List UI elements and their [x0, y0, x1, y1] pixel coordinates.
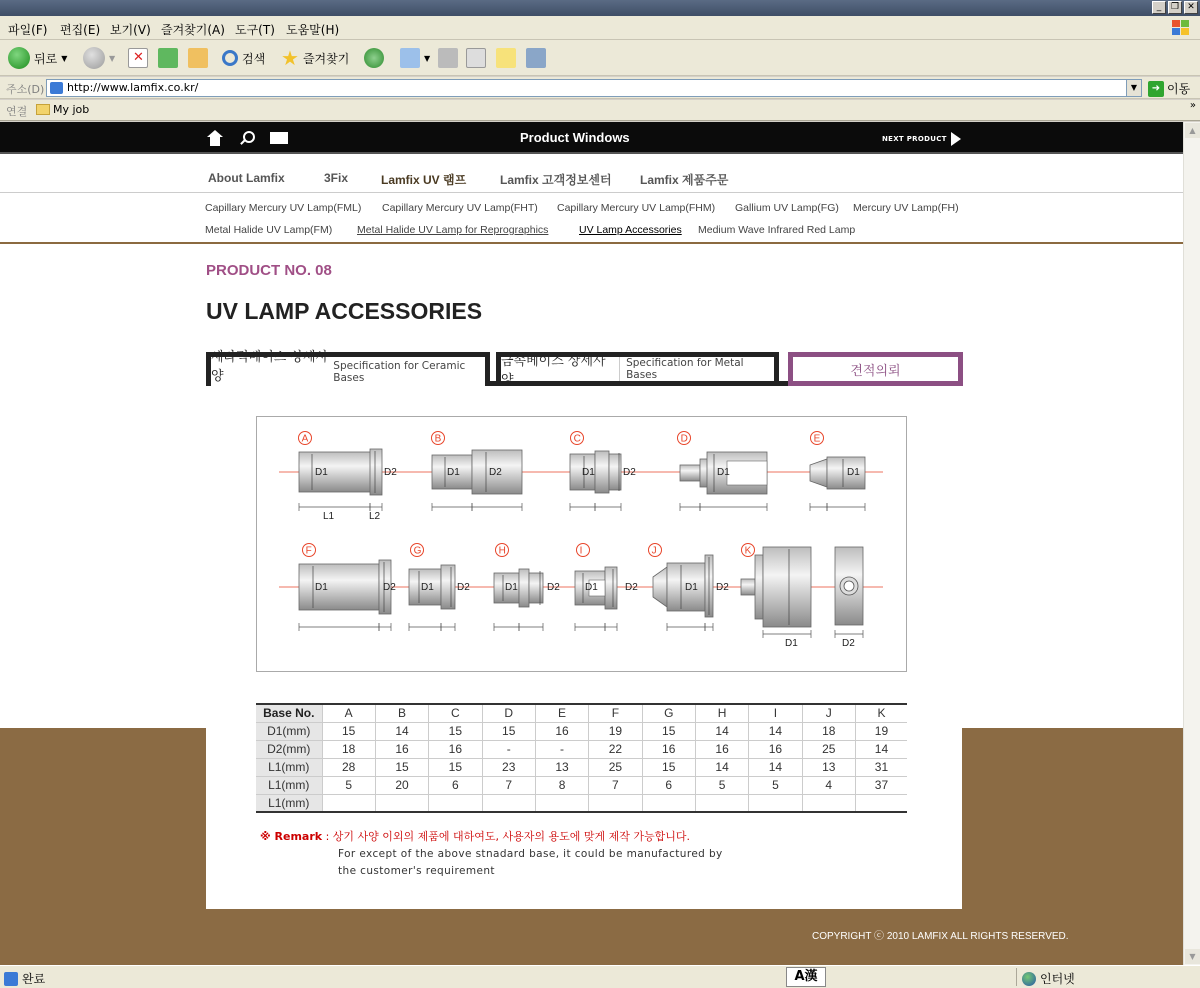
- spec-cell: 5: [695, 776, 748, 794]
- go-label: 이동: [1167, 82, 1191, 96]
- spec-cell: -: [535, 740, 588, 758]
- spec-cell: -: [482, 740, 535, 758]
- spec-header-cell: J: [802, 704, 855, 722]
- base-cylinder: [680, 465, 700, 481]
- spec-cell: 4: [802, 776, 855, 794]
- base-letter: K: [744, 545, 752, 557]
- stop-button[interactable]: [128, 46, 148, 70]
- back-arrow-icon: [8, 47, 30, 69]
- spec-cell: 20: [375, 776, 428, 794]
- spec-header-cell: B: [375, 704, 428, 722]
- base-cylinder: [441, 565, 455, 609]
- base-cylinder: [595, 451, 609, 493]
- spec-cell: [375, 794, 428, 812]
- spec-cell: 15: [322, 722, 375, 740]
- ime-indicator[interactable]: A漢: [786, 967, 826, 987]
- content-area: [0, 246, 1183, 965]
- spec-cell: 15: [429, 722, 482, 740]
- spec-header-cell: I: [749, 704, 802, 722]
- spec-cell: [802, 794, 855, 812]
- search-label: 검색: [242, 51, 266, 66]
- spec-cell: 13: [535, 758, 588, 776]
- spec-row-label: D2(mm): [256, 740, 322, 758]
- sub-fml[interactable]: Capillary Mercury UV Lamp(FML): [205, 202, 362, 214]
- page-viewport: [0, 122, 1183, 965]
- links-bar: [0, 100, 1200, 121]
- dimension-label: L1: [323, 511, 335, 522]
- spec-cell: 31: [855, 758, 907, 776]
- dimension-label: D1: [505, 582, 518, 593]
- menu-edit[interactable]: 편집(E): [60, 23, 101, 37]
- spec-cell: 6: [642, 776, 695, 794]
- base-letter: H: [498, 545, 506, 557]
- forward-button[interactable]: [83, 46, 115, 70]
- dimension-label: D2: [383, 582, 396, 593]
- spec-row-label: D1(mm): [256, 722, 322, 740]
- remark-ko: : 상기 사양 이외의 제품에 대하여도, 사용자의 용도에 맞게 제작 가능합니다.: [325, 830, 691, 843]
- spec-cell: 14: [749, 722, 802, 740]
- favorites-label: 즐겨찾기: [302, 51, 350, 66]
- toolbar: [0, 40, 1200, 76]
- tab-quote-request[interactable]: [788, 352, 963, 386]
- base-cylinder: [370, 449, 382, 495]
- spec-cell: 13: [802, 758, 855, 776]
- base-letter: G: [413, 545, 422, 557]
- spec-body: [256, 722, 907, 812]
- dimension-label: D2: [547, 582, 560, 593]
- dimension-label: D1: [582, 467, 595, 478]
- go-arrow-icon: ➜: [1148, 81, 1164, 97]
- mail-icon[interactable]: [270, 132, 288, 144]
- spec-cell: 15: [642, 722, 695, 740]
- scroll-up-icon[interactable]: ▲: [1185, 123, 1200, 138]
- spec-cell: 18: [322, 740, 375, 758]
- search-icon[interactable]: [238, 130, 256, 146]
- remark-head: ※ Remark: [260, 830, 323, 843]
- spec-cell: 15: [375, 758, 428, 776]
- page-title: Product Windows: [520, 130, 630, 145]
- spec-cell: [322, 794, 375, 812]
- spec-cell: 15: [429, 758, 482, 776]
- edit-button[interactable]: [466, 46, 486, 70]
- spec-cell: 25: [802, 740, 855, 758]
- dimension-label: D1: [685, 582, 698, 593]
- spec-cell: [535, 794, 588, 812]
- links-label: 연결: [6, 105, 28, 118]
- base-letter: J: [651, 545, 657, 557]
- spec-row-label: L1(mm): [256, 758, 322, 776]
- restore-icon[interactable]: ❐: [1168, 1, 1182, 14]
- base-slot: [727, 461, 767, 485]
- base-cylinder: [529, 573, 543, 603]
- spec-header-cell: D: [482, 704, 535, 722]
- base-cylinder: [299, 564, 379, 610]
- address-dropdown-icon[interactable]: ▼: [1126, 80, 1141, 96]
- spec-cell: [589, 794, 642, 812]
- spec-header-cell: G: [642, 704, 695, 722]
- refresh-button[interactable]: [158, 46, 178, 70]
- menu-order[interactable]: Lamfix 제품주문: [640, 173, 729, 187]
- refresh-icon: [158, 48, 178, 68]
- print-icon: [438, 48, 458, 68]
- base-cylinder: [763, 547, 811, 627]
- globe-icon: [1022, 972, 1036, 986]
- spec-cell: [429, 794, 482, 812]
- spec-cell: 15: [642, 758, 695, 776]
- spec-tabs: [206, 352, 963, 386]
- security-zone: [1022, 970, 1075, 987]
- main-menu: [0, 156, 1183, 193]
- history-button[interactable]: [364, 46, 384, 70]
- tab-quote-label: 견적의뢰: [850, 363, 901, 379]
- address-url: http://www.lamfix.co.kr/: [67, 81, 199, 94]
- base-diagram: [256, 416, 907, 672]
- dimension-label: D1: [585, 582, 598, 593]
- base-cylinder: [299, 452, 371, 492]
- minimize-icon[interactable]: _: [1152, 1, 1166, 14]
- dimension-label: D1: [315, 467, 328, 478]
- spec-cell: 16: [695, 740, 748, 758]
- spec-cell: 25: [589, 758, 642, 776]
- favorites-button[interactable]: [281, 46, 349, 70]
- search-button[interactable]: [222, 46, 265, 70]
- base-cylinder: [741, 579, 755, 595]
- star-icon: ★: [281, 46, 299, 70]
- ie-page-icon: [50, 82, 63, 94]
- spec-cell: 5: [749, 776, 802, 794]
- spec-cell: 22: [589, 740, 642, 758]
- folder-icon: [36, 104, 50, 115]
- spec-header-cell: F: [589, 704, 642, 722]
- next-product-label: NEXT PRODUCT: [882, 135, 947, 143]
- sub-accessories[interactable]: UV Lamp Accessories: [579, 224, 682, 236]
- dimension-label: D1: [785, 638, 798, 649]
- base-letter: B: [434, 433, 442, 445]
- dimension-label: D1: [847, 467, 860, 478]
- base-diagram-svg: [257, 417, 906, 671]
- tab-ceramic-en: Specification for Ceramic Bases: [333, 360, 466, 384]
- menu-uv-lamp[interactable]: Lamfix UV 램프: [381, 173, 467, 187]
- spec-header-cell: C: [429, 704, 482, 722]
- spec-cell: 8: [535, 776, 588, 794]
- menu-favorites[interactable]: 즐겨찾기(A): [161, 23, 225, 37]
- dimension-label: D2: [842, 638, 855, 649]
- dimension-label: D1: [447, 467, 460, 478]
- spec-cell: 6: [429, 776, 482, 794]
- sub-reprographics[interactable]: Metal Halide UV Lamp for Reprographics: [357, 224, 549, 236]
- mail-icon: [400, 48, 420, 68]
- dimension-label: D2: [384, 467, 397, 478]
- zone-label: 인터넷: [1040, 972, 1075, 986]
- window-titlebar: [0, 0, 1200, 16]
- dimension-label: L2: [369, 511, 381, 522]
- sub-fg[interactable]: Gallium UV Lamp(FG): [735, 202, 839, 214]
- spec-cell: [695, 794, 748, 812]
- vertical-scrollbar[interactable]: [1183, 122, 1200, 965]
- spec-cell: 14: [749, 758, 802, 776]
- back-dropdown-icon[interactable]: ▼: [61, 53, 68, 63]
- menu-tools[interactable]: 도구(T): [235, 23, 275, 37]
- table-row: [256, 794, 907, 812]
- discuss-button[interactable]: [496, 46, 516, 70]
- spec-cell: 5: [322, 776, 375, 794]
- spec-cell: 37: [855, 776, 907, 794]
- remark-en-2: the customer's requirement: [338, 865, 495, 877]
- sub-fhm[interactable]: Capillary Mercury UV Lamp(FHM): [557, 202, 716, 214]
- site-topnav: [0, 122, 1183, 154]
- windows-logo-icon: [1170, 18, 1192, 38]
- mail-button[interactable]: [400, 46, 430, 70]
- home-button[interactable]: [188, 46, 208, 70]
- table-row: [256, 776, 907, 794]
- tab-metal-bases[interactable]: [496, 352, 779, 386]
- menu-file[interactable]: 파일(F): [8, 23, 48, 37]
- spec-header-label: Base No.: [256, 704, 322, 722]
- menu-3fix[interactable]: 3Fix: [324, 171, 349, 185]
- dimension-label: D1: [315, 582, 328, 593]
- spec-header-cell: A: [322, 704, 375, 722]
- status-label: 완료: [22, 972, 46, 986]
- home-icon: [188, 48, 208, 68]
- note-icon: [496, 48, 516, 68]
- dimension-label: D2: [489, 467, 502, 478]
- history-icon: [364, 48, 384, 68]
- spec-row-label: L1(mm): [256, 776, 322, 794]
- menubar: [0, 16, 1200, 40]
- scroll-down-icon[interactable]: ▼: [1185, 949, 1200, 964]
- dimension-label: D1: [421, 582, 434, 593]
- spec-cell: 16: [642, 740, 695, 758]
- tab-ceramic-bases[interactable]: [206, 352, 490, 386]
- copyright: COPYRIGHT ⓒ 2010 LAMFIX ALL RIGHTS RESERVED.: [812, 931, 1069, 942]
- dimension-label: D2: [625, 582, 638, 593]
- remark-en-1: For except of the above stnadard base, it could be manufactured by: [338, 848, 723, 860]
- status-text: [4, 970, 45, 987]
- base-cylinder: [755, 555, 763, 619]
- sub-menu: [0, 194, 1183, 244]
- spec-cell: [482, 794, 535, 812]
- statusbar: [0, 965, 1200, 988]
- base-letter: C: [573, 433, 581, 445]
- table-row: [256, 758, 907, 776]
- spec-cell: 16: [749, 740, 802, 758]
- messenger-button[interactable]: [526, 46, 546, 70]
- spec-cell: [749, 794, 802, 812]
- sub-infrared[interactable]: Medium Wave Infrared Red Lamp: [698, 224, 856, 236]
- base-taper: [653, 567, 667, 607]
- status-separator: [1016, 968, 1017, 986]
- back-label: 뒤로: [34, 51, 58, 66]
- dimension-label: D2: [716, 582, 729, 593]
- spec-cell: 19: [589, 722, 642, 740]
- spec-cell: 19: [855, 722, 907, 740]
- base-letter: F: [305, 545, 312, 557]
- table-row: [256, 740, 907, 758]
- product-number: PRODUCT NO. 08: [206, 262, 332, 279]
- spec-cell: 16: [535, 722, 588, 740]
- forward-dropdown-icon[interactable]: ▼: [109, 53, 116, 63]
- base-letter: I: [579, 545, 583, 557]
- menu-about[interactable]: About Lamfix: [208, 171, 285, 185]
- sub-fh[interactable]: Mercury UV Lamp(FH): [853, 202, 959, 214]
- page-done-icon: [4, 972, 18, 986]
- spec-cell: 14: [695, 722, 748, 740]
- messenger-icon: [526, 48, 546, 68]
- spec-cell: 28: [322, 758, 375, 776]
- menu-view[interactable]: 보기(V): [110, 23, 151, 37]
- spec-cell: 14: [855, 740, 907, 758]
- remark: [260, 828, 723, 877]
- menu-customer-center[interactable]: Lamfix 고객정보센터: [500, 173, 612, 187]
- base-letter: A: [301, 433, 309, 445]
- sub-fm[interactable]: Metal Halide UV Lamp(FM): [205, 224, 333, 236]
- table-row: [256, 722, 907, 740]
- address-label: 주소(D): [6, 83, 45, 96]
- base-cylinder: [605, 567, 617, 609]
- home-icon[interactable]: [206, 130, 224, 146]
- sub-fht[interactable]: Capillary Mercury UV Lamp(FHT): [382, 202, 538, 214]
- tab-metal-ko: 금속베이스 상세사양: [501, 354, 606, 388]
- spec-cell: 16: [375, 740, 428, 758]
- edit-icon: [466, 48, 486, 68]
- dimension-label: D2: [623, 467, 636, 478]
- close-icon[interactable]: ✕: [1184, 1, 1198, 14]
- spec-cell: 18: [802, 722, 855, 740]
- base-cylinder: [519, 569, 529, 607]
- spec-cell: 7: [482, 776, 535, 794]
- spec-table: [256, 703, 907, 813]
- tab-ceramic-ko: 세라믹베이스 상세사양: [211, 350, 329, 384]
- spec-header-cell: E: [535, 704, 588, 722]
- magnifier-icon: [222, 50, 238, 66]
- go-button[interactable]: [1148, 80, 1190, 97]
- print-button[interactable]: [438, 46, 458, 70]
- spec-cell: [855, 794, 907, 812]
- address-bar: [0, 77, 1200, 99]
- base-hole-inner: [844, 581, 854, 591]
- link-my-job-label: My job: [53, 103, 90, 116]
- tab-metal-en: Specification for Metal Bases: [619, 357, 774, 381]
- back-button[interactable]: [8, 46, 67, 70]
- dimension-label: D1: [717, 467, 730, 478]
- spec-cell: 23: [482, 758, 535, 776]
- next-product-link[interactable]: [882, 132, 961, 146]
- forward-arrow-icon: [83, 47, 105, 69]
- base-taper: [810, 459, 827, 487]
- spec-cell: 15: [482, 722, 535, 740]
- spec-header-cell: K: [855, 704, 907, 722]
- mail-dropdown-icon[interactable]: ▼: [424, 53, 431, 63]
- link-my-job[interactable]: [36, 103, 89, 116]
- spec-cell: 14: [695, 758, 748, 776]
- dimension-label: D2: [457, 582, 470, 593]
- spec-cell: 7: [589, 776, 642, 794]
- spec-header-cell: H: [695, 704, 748, 722]
- base-letter-circle: [577, 544, 590, 557]
- menu-help[interactable]: 도움말(H): [286, 23, 340, 37]
- stop-icon: ✕: [128, 48, 148, 68]
- product-title: UV LAMP ACCESSORIES: [206, 298, 483, 324]
- base-letter: D: [680, 433, 688, 445]
- spec-cell: 16: [429, 740, 482, 758]
- base-letter: E: [813, 433, 821, 445]
- address-input[interactable]: [46, 79, 1142, 97]
- spec-cell: [642, 794, 695, 812]
- spec-row-label: L1(mm): [256, 794, 322, 812]
- spec-header-row: [256, 704, 907, 722]
- spec-cell: 14: [375, 722, 428, 740]
- links-overflow-icon[interactable]: »: [1189, 100, 1196, 111]
- play-arrow-icon: [951, 132, 961, 146]
